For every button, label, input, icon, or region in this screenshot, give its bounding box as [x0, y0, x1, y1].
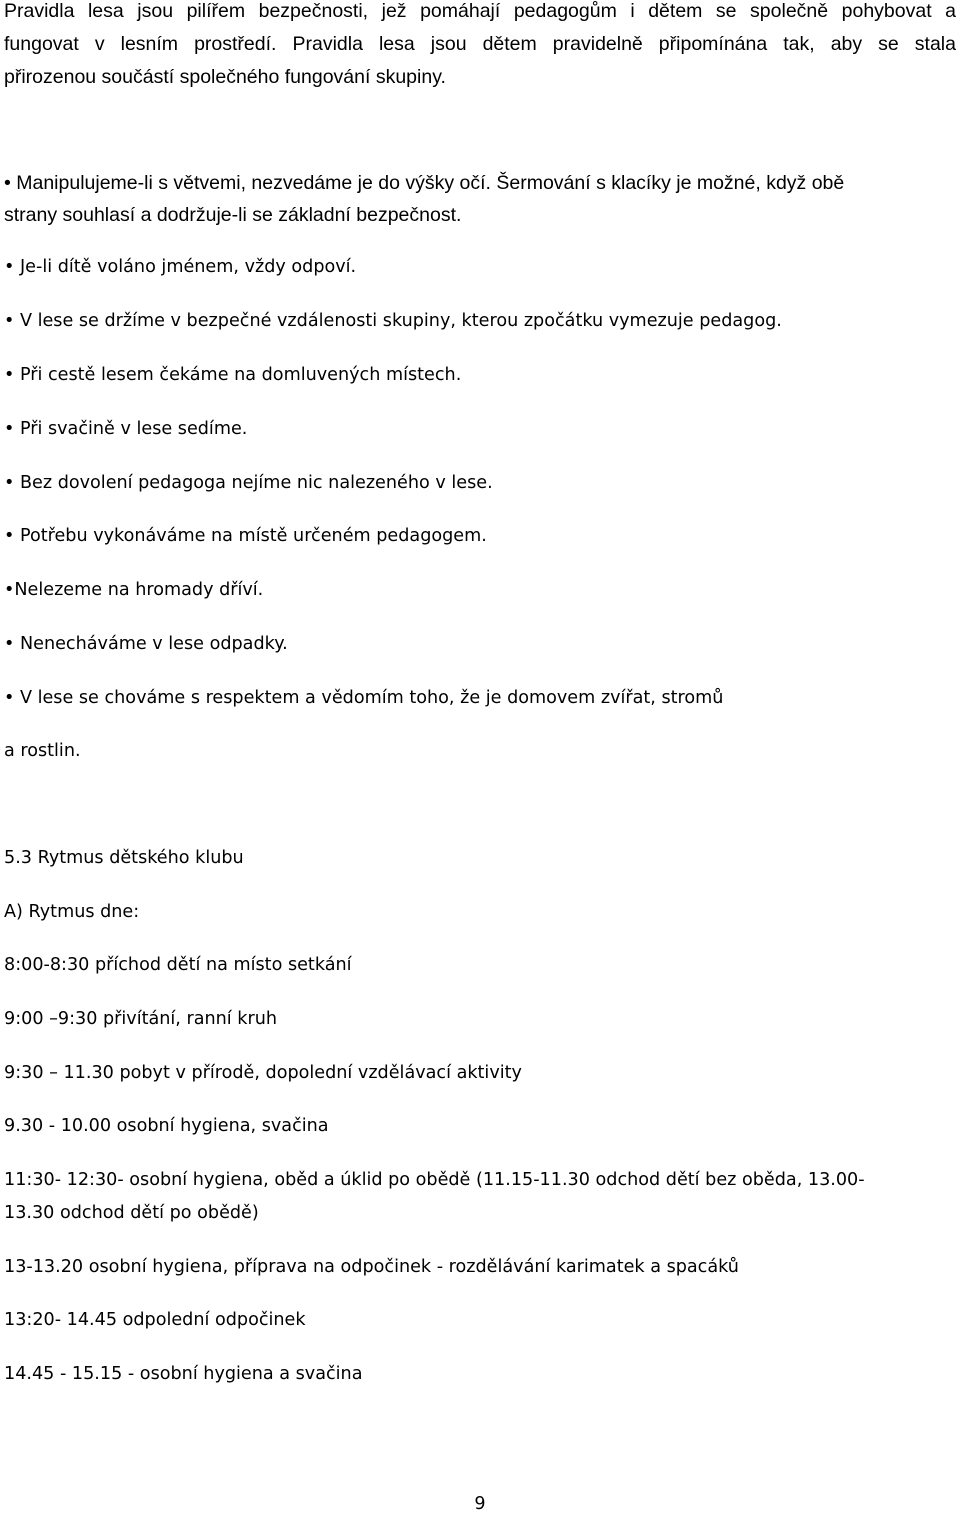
schedule-item-8: 14.45 - 15.15 - osobní hygiena a svačina	[4, 1364, 363, 1384]
rule-9: • Nenecháváme v lese odpadky.	[4, 634, 288, 654]
rule-3: • V lese se držíme v bezpečné vzdálenosti skupiny, kterou zpočátku vymezuje pedagog.	[4, 311, 782, 331]
schedule-item-6: 13-13.20 osobní hygiena, příprava na odpočinek - rozdělávání karimatek a spacáků	[4, 1257, 739, 1277]
schedule-item-4: 9.30 - 10.00 osobní hygiena, svačina	[4, 1116, 329, 1136]
intro-line-1: Pravidla lesa jsou pilířem bezpečnosti, jež pomáhají pedagogům i dětem se společně pohybovat a	[4, 0, 956, 22]
intro-line-3: přirozenou součástí společného fungování skupiny.	[4, 66, 446, 88]
section-subheading: A) Rytmus dne:	[4, 902, 140, 922]
rule-6: • Bez dovolení pedagoga nejíme nic nalezeného v lese.	[4, 473, 493, 493]
intro-line-2: fungovat v lesním prostředí. Pravidla lesa jsou dětem pravidelně připomínána tak, aby se stala	[4, 33, 956, 55]
page-number: 9	[474, 1494, 486, 1514]
rule-1-line-2: strany souhlasí a dodržuje-li se základní bezpečnost.	[4, 204, 462, 226]
schedule-item-1: 8:00-8:30 příchod dětí na místo setkání	[4, 955, 352, 975]
schedule-item-3: 9:30 – 11.30 pobyt v přírodě, dopolední vzdělávací aktivity	[4, 1063, 522, 1083]
rule-7: • Potřebu vykonáváme na místě určeném pedagogem.	[4, 526, 487, 546]
rule-1-line-1: • Manipulujeme-li s větvemi, nezvedáme je do výšky očí. Šermování s klacíky je možné, když obě	[4, 172, 845, 194]
rule-8: •Nelezeme na hromady dříví.	[4, 580, 264, 600]
schedule-item-5-line-1: 11:30- 12:30- osobní hygiena, oběd a úklid po obědě (11.15-11.30 odchod dětí bez oběda, 13.00-	[4, 1170, 865, 1190]
schedule-item-7: 13:20- 14.45 odpolední odpočinek	[4, 1310, 306, 1330]
rule-2: • Je-li dítě voláno jménem, vždy odpoví.	[4, 257, 357, 277]
rule-5: • Při svačině v lese sedíme.	[4, 419, 248, 439]
rule-4: • Při cestě lesem čekáme na domluvených místech.	[4, 365, 462, 385]
schedule-item-5-line-2: 13.30 odchod dětí po obědě)	[4, 1203, 259, 1223]
section-heading: 5.3 Rytmus dětského klubu	[4, 848, 244, 868]
rule-10-line-1: • V lese se chováme s respektem a vědomím toho, že je domovem zvířat, stromů	[4, 688, 724, 708]
schedule-item-2: 9:00 –9:30 přivítání, ranní kruh	[4, 1009, 278, 1029]
rule-10-line-2: a rostlin.	[4, 741, 81, 761]
